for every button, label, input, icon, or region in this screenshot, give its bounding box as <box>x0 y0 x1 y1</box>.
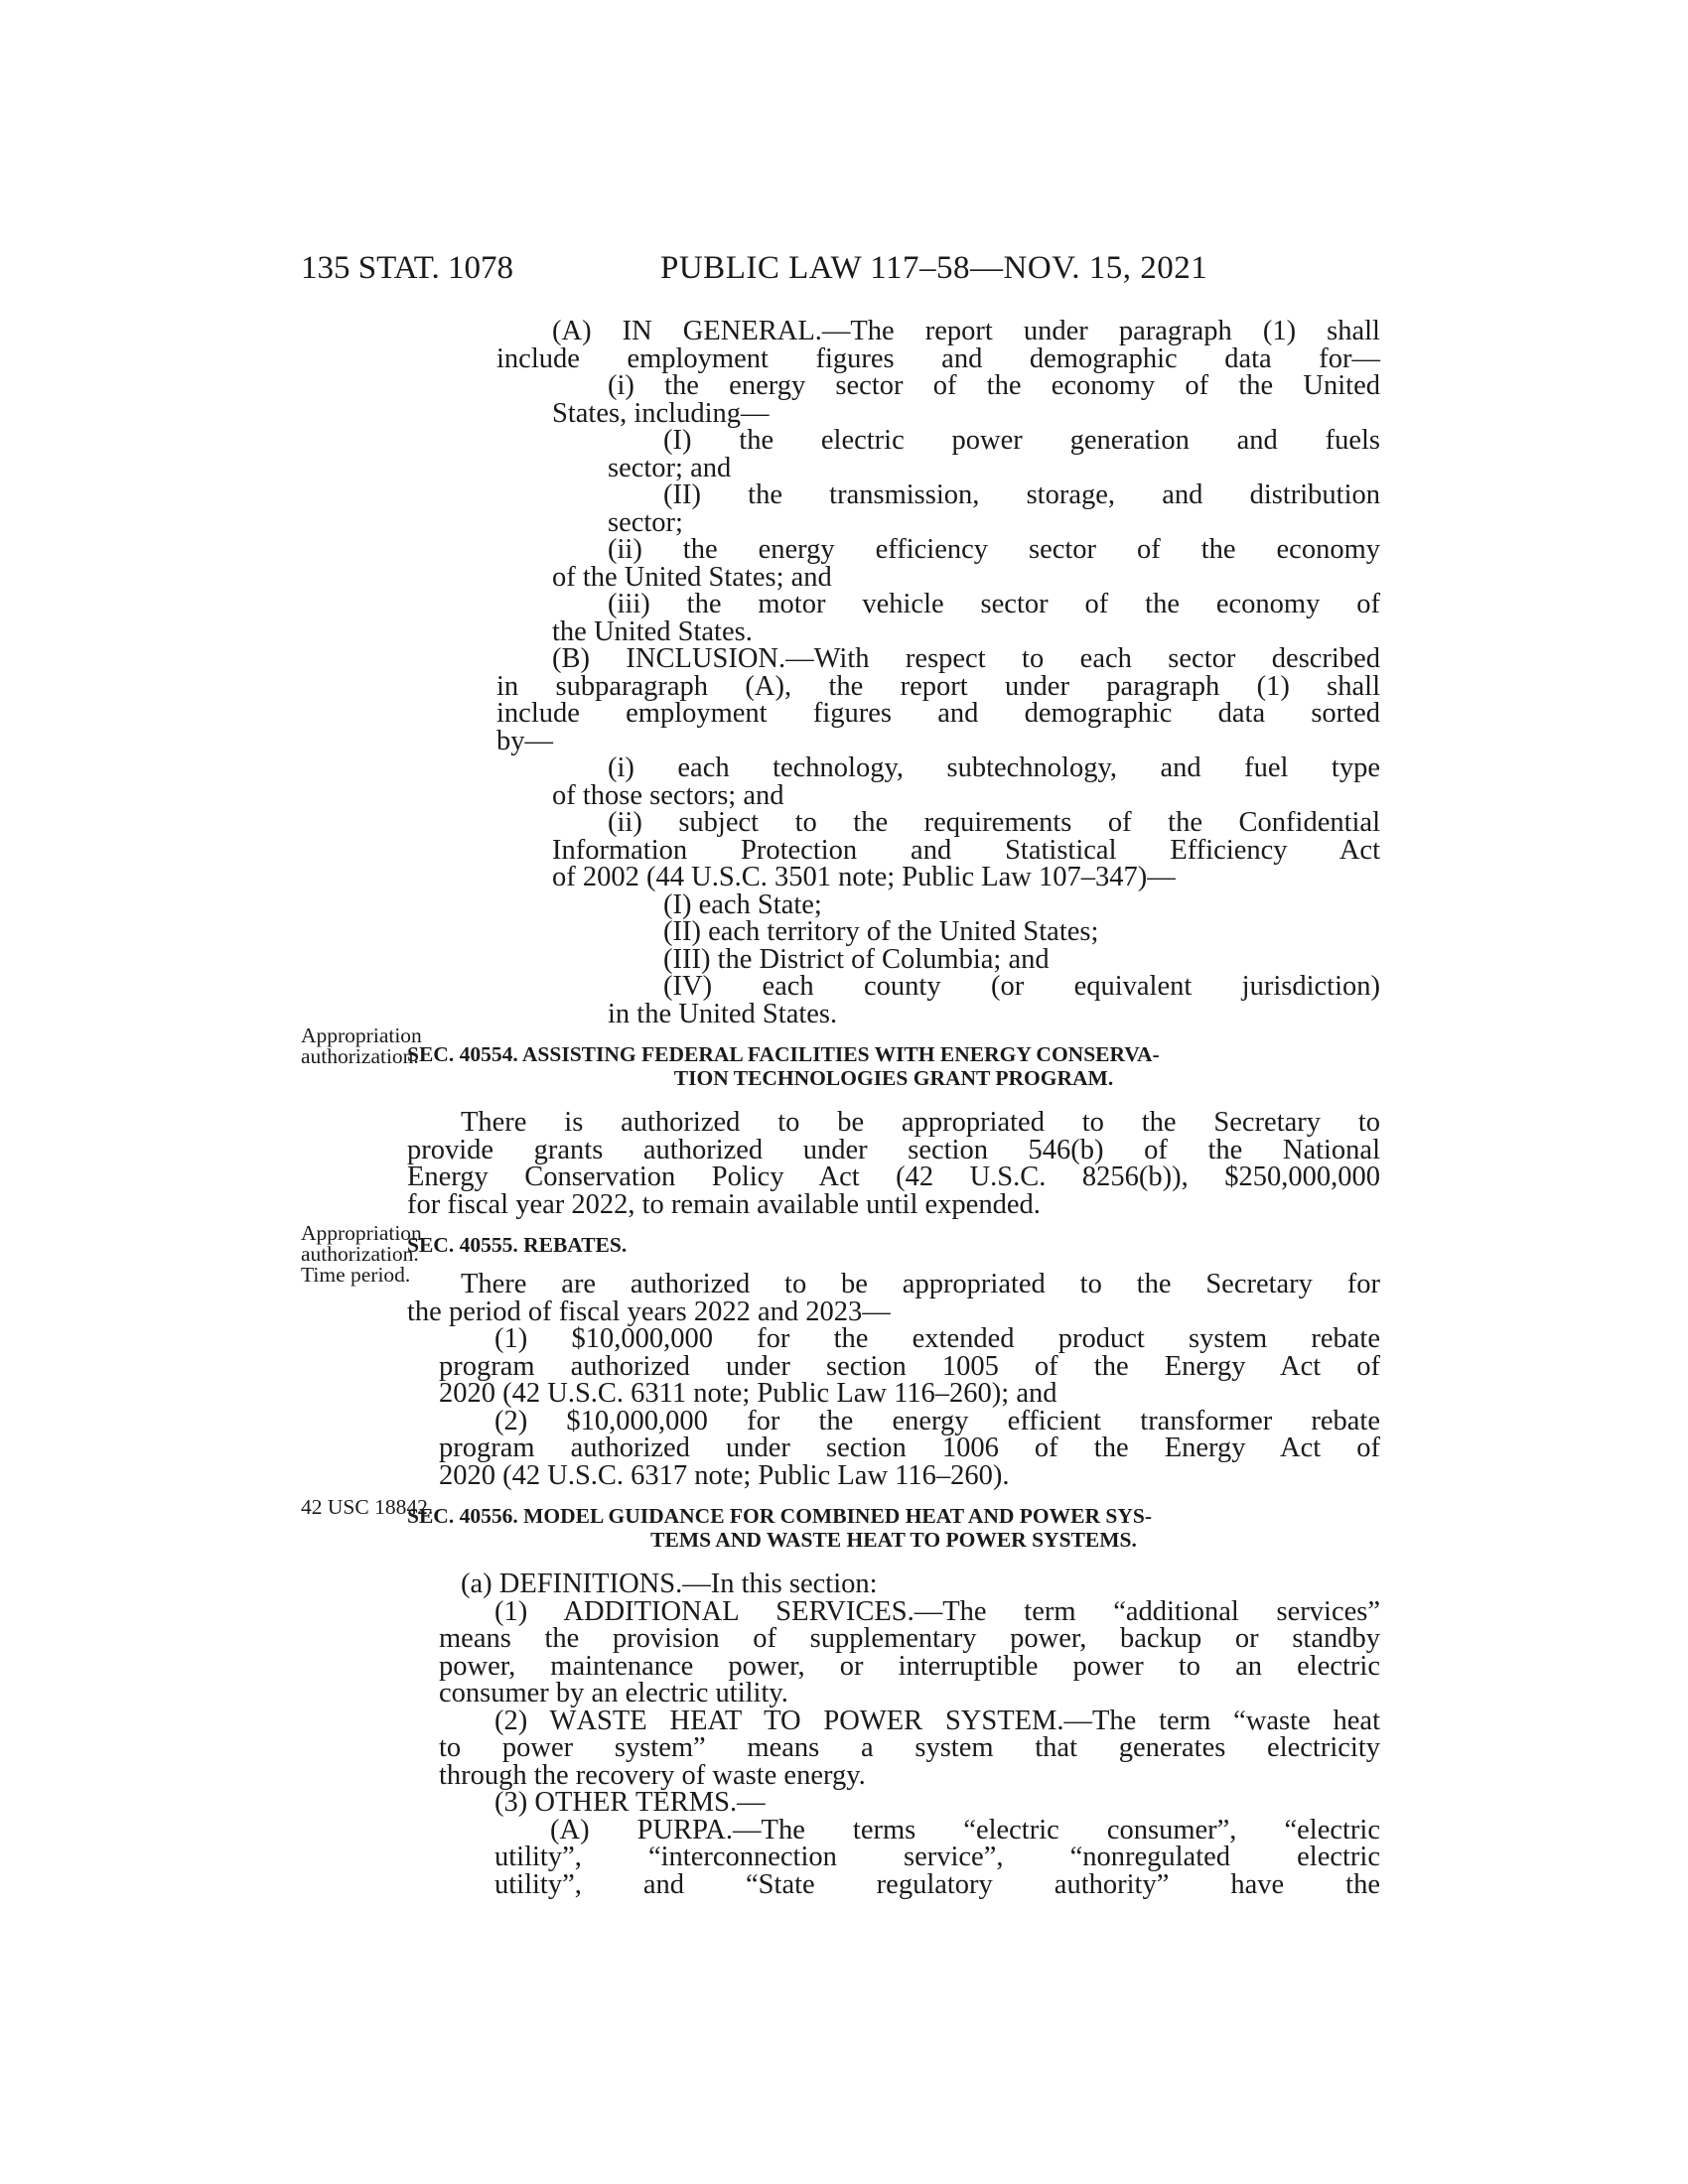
margin-note-appropriation: Appropriation authorization. <box>301 1024 422 1068</box>
section-40555: SEC. 40555. REBATES. There are authorized to be appropriated to the Secretary for the period of fiscal years 2022 and 2023— (1) $10,000,000 for the extended product system rebate program authorized under section 1005 of the Energy Act of 2020 (42 U.S.C. 6311 note; Public Law 116–260); and (2) $10,000,000 for the energy efficient transformer rebate program authorized under section 1006 of the Energy Act of 2020 (42 U.S.C. 6317 note; Public Law 116–260). <box>407 1233 1380 1491</box>
para-waste-heat: (2) WASTE HEAT TO POWER SYSTEM.—The term “waste heat <box>494 1705 1380 1736</box>
running-header: PUBLIC LAW 117–58—NOV. 15, 2021 <box>660 250 1208 286</box>
para-definitions: (a) DEFINITIONS.—In this section: <box>461 1569 878 1599</box>
para-additional-services: (1) ADDITIONAL SERVICES.—The term “additional services” <box>494 1595 1380 1627</box>
para-b-inclusion: (B) INCLUSION.—With respect to each sector described <box>552 643 1380 674</box>
section-heading: SEC. 40555. REBATES. <box>407 1233 628 1257</box>
subsection-employment-data: (A) IN GENERAL.—The report under paragraph (1) shall include employment figures and demographic data for— (i) the energy sector of the economy of the United States, including— (I) the electric power generation and fuels sector; and (II) the transmission, storage, and distribution sector; (ii) the energy efficiency sector of the economy of the United States; and (iii) the motor vehicle sector of the economy of the United States. (B) INCLUSION.—With respect to each sector described in subparagraph (A), the report under paragraph (1) shall include employment figures and demographic data sorted by— (i) each technology, subtechnology, and fuel type of those sectors; and (ii) subject to the requirements of the Confidential Information Protection and Statistical Efficiency Act of 2002 (44 U.S.C. 3501 note; Public Law 107–347)— (I) each State; (II) each territory of the United States; (III) the District of Columbia; and (IV) each county (or equivalent jurisdiction) in the United States. <box>496 316 1380 1029</box>
para-purpa: (A) PURPA.—The terms “electric consumer”, “electric <box>550 1814 1380 1845</box>
section-40554: SEC. 40554. ASSISTING FEDERAL FACILITIES WITH ENERGY CONSERVA- TION TECHNOLOGIES GRANT PROGRAM. There is authorized to be appropriated to the Secretary to provide grants authorized under section 546(b) of the National Energy Conservation Policy Act (42 U.S.C. 8256(b)), $250,000,000 for fiscal year 2022, to remain available until expended. <box>407 1042 1380 1220</box>
section-40556: SEC. 40556. MODEL GUIDANCE FOR COMBINED HEAT AND POWER SYS- TEMS AND WASTE HEAT TO POWER SYSTEMS. (a) DEFINITIONS.—In this section: (1) ADDITIONAL SERVICES.—The term “additional services” means the provision of supplementary power, backup or standby power, maintenance power, or interruptible power to an electric consumer by an electric utility. (2) WASTE HEAT TO POWER SYSTEM.—The term “waste heat to power system” means a system that generates electricity through the recovery of waste energy. (3) OTHER TERMS.— (A) PURPA.—The terms “electric consumer”, “electric utility”, “interconnection service”, “nonregulated electric utility”, and “State regulatory authority” have the <box>407 1504 1380 1900</box>
margin-note-usc: 42 USC 18842. <box>301 1495 434 1519</box>
para-a-in-general: (A) IN GENERAL.—The report under paragraph (1) shall <box>552 316 1380 346</box>
para-other-terms: (3) OTHER TERMS.— <box>494 1787 766 1818</box>
section-heading: SEC. 40554. ASSISTING FEDERAL FACILITIES WITH ENERGY CONSERVA- TION TECHNOLOGIES GRANT PROGRAM. <box>407 1042 1160 1090</box>
document-body <box>407 316 1380 1900</box>
margin-note-appropriation-time: Appropriation authorization. Time period. <box>301 1221 422 1287</box>
page-citation: 135 STAT. 1078 <box>301 250 514 286</box>
section-heading: SEC. 40556. MODEL GUIDANCE FOR COMBINED HEAT AND POWER SYS- TEMS AND WASTE HEAT TO POWER SYSTEMS. <box>407 1504 1152 1552</box>
